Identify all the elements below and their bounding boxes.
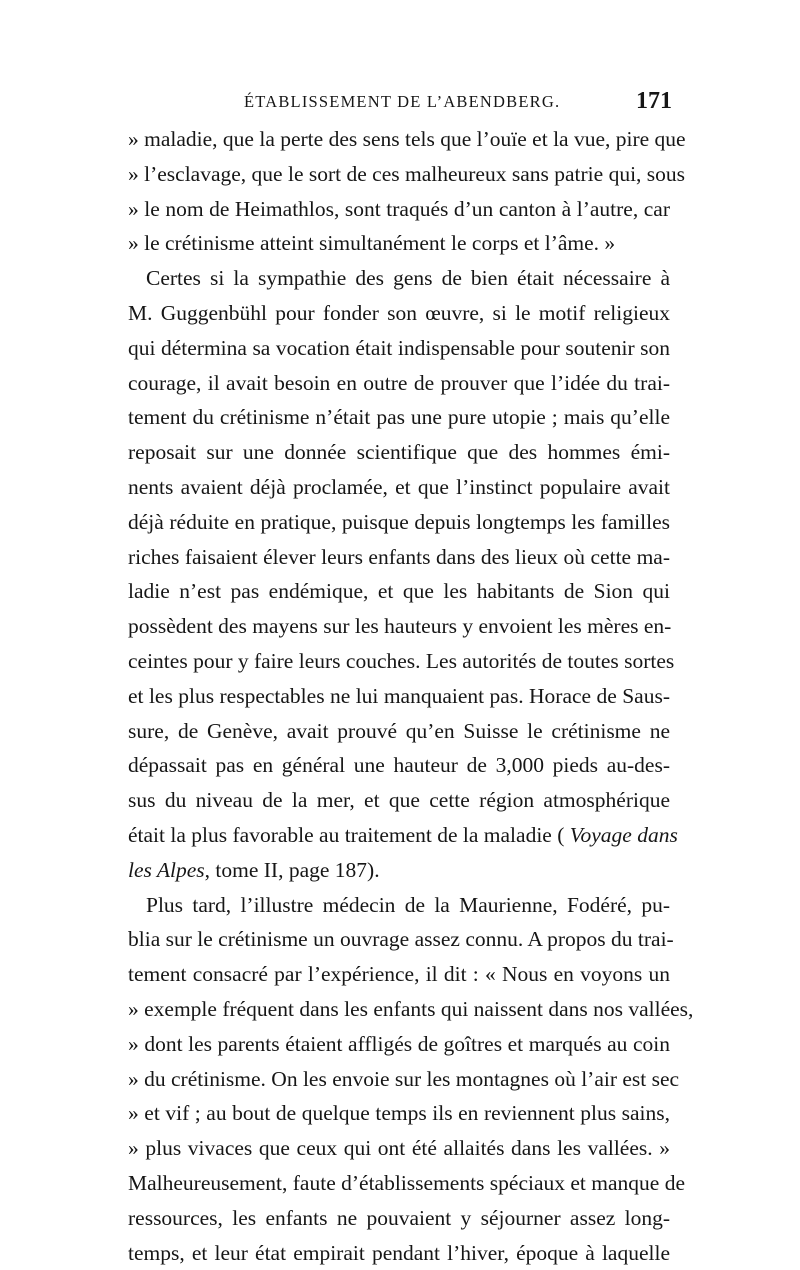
text-line: tement du crétinisme n’était pas une pure utopie ; mais qu’elle bbox=[128, 405, 670, 430]
text-line: et les plus respectables ne lui manquaient pas. Horace de Saus- bbox=[128, 683, 670, 708]
text-line: » dont les parents étaient affligés de goîtres et marqués au coin bbox=[128, 1031, 670, 1056]
italic-book-title: les Alpes bbox=[128, 857, 205, 882]
text-line: courage, il avait besoin en outre de prouver que l’idée du trai- bbox=[128, 370, 670, 395]
text-line: riches faisaient élever leurs enfants dans des lieux où cette ma- bbox=[128, 544, 670, 569]
text-line: » du crétinisme. On les envoie sur les montagnes où l’air est sec bbox=[128, 1066, 680, 1091]
text-line: sus du niveau de la mer, et que cette région atmosphérique bbox=[128, 788, 670, 813]
page-number: 171 bbox=[636, 88, 672, 114]
text-line-with-citation bbox=[128, 818, 678, 853]
text-line: » et vif ; au bout de quelque temps ils en reviennent plus sains, bbox=[128, 1101, 670, 1126]
text-line: M. Guggenbühl pour fonder son œuvre, si le motif religieux bbox=[128, 300, 670, 325]
text-line: ceintes pour y faire leurs couches. Les autorités de toutes sortes bbox=[128, 648, 675, 673]
text-line: qui détermina sa vocation était indispensable pour soutenir son bbox=[128, 335, 670, 360]
text-line: » maladie, que la perte des sens tels que l’ouïe et la vue, pire que bbox=[128, 127, 686, 151]
page-header bbox=[118, 88, 678, 118]
text-line: ladie n’est pas endémique, et que les habitants de Sion qui bbox=[128, 579, 670, 604]
text-line: déjà réduite en pratique, puisque depuis longtemps les familles bbox=[128, 509, 670, 534]
text-line: sure, de Genève, avait prouvé qu’en Suisse le crétinisme ne bbox=[128, 718, 670, 743]
text-segment: , tome II, page 187). bbox=[204, 857, 380, 882]
text-line: blia sur le crétinisme un ouvrage assez connu. A propos du trai- bbox=[128, 927, 674, 952]
text-segment: était la plus favorable au traitement de la maladie ( bbox=[128, 822, 565, 847]
text-line: temps, et leur état empirait pendant l’hiver, époque à laquelle bbox=[128, 1240, 670, 1265]
text-line: possèdent des mayens sur les hauteurs y envoient les mères en- bbox=[128, 614, 672, 639]
paragraph-start-line: Plus tard, l’illustre médecin de la Maurienne, Fodéré, pu- bbox=[146, 892, 670, 917]
body-text bbox=[128, 122, 694, 1270]
text-line: » l’esclavage, que le sort de ces malheureux sans patrie qui, sous bbox=[128, 161, 686, 186]
text-line: dépassait pas en général une hauteur de 3,000 pieds au-des- bbox=[128, 753, 670, 778]
text-line: ressources, les enfants ne pouvaient y séjourner assez long- bbox=[128, 1205, 670, 1230]
text-line: reposait sur une donnée scientifique que des hommes émi- bbox=[128, 440, 670, 465]
text-line: Malheureusement, faute d’établissements spéciaux et manque de bbox=[128, 1170, 686, 1195]
italic-book-title: Voyage dans bbox=[569, 822, 678, 847]
text-line-with-citation bbox=[128, 853, 670, 888]
running-title: ÉTABLISSEMENT DE L’ABENDBERG. bbox=[244, 92, 561, 111]
text-line: » plus vivaces que ceux qui ont été allaités dans les vallées. » bbox=[128, 1136, 670, 1161]
text-line: nents avaient déjà proclamée, et que l’instinct populaire avait bbox=[128, 474, 670, 499]
paragraph-start-line: Certes si la sympathie des gens de bien était nécessaire à bbox=[146, 266, 670, 291]
text-line: » le crétinisme atteint simultanément le corps et l’âme. » bbox=[128, 231, 616, 256]
text-line: » le nom de Heimathlos, sont traqués d’un canton à l’autre, car bbox=[128, 196, 670, 221]
text-line: tement consacré par l’expérience, il dit : « Nous en voyons un bbox=[128, 962, 670, 987]
text-line: » exemple fréquent dans les enfants qui naissent dans nos vallées, bbox=[128, 996, 694, 1021]
